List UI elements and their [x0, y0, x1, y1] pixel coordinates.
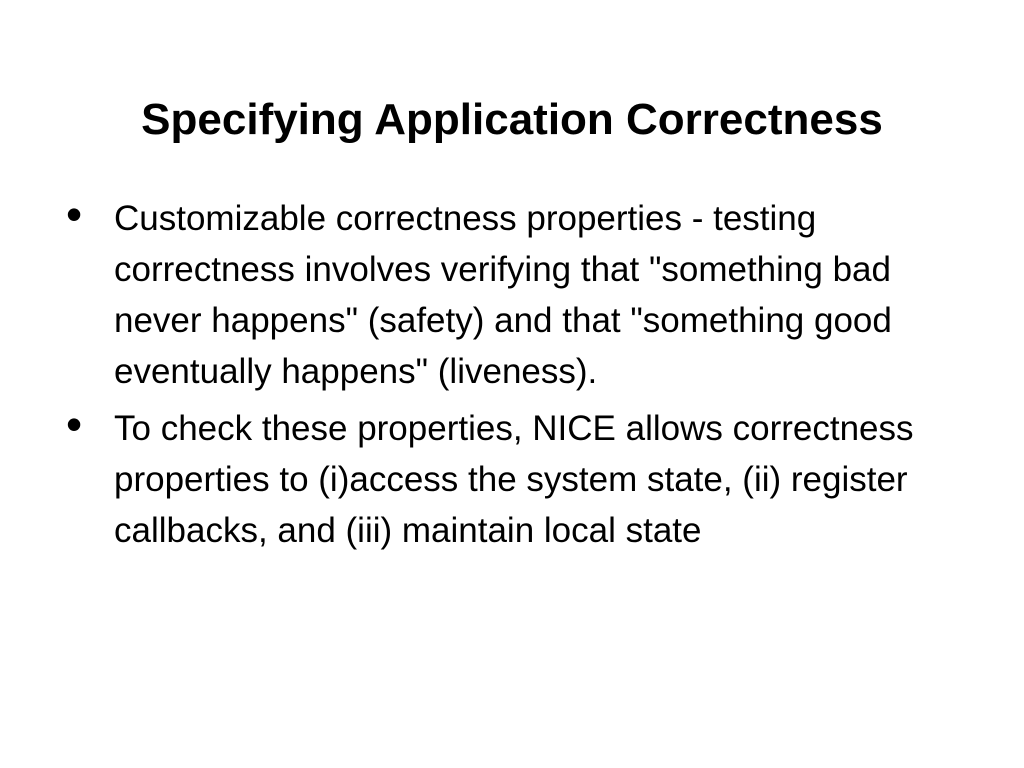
slide-title: Specifying Application Correctness — [141, 95, 883, 144]
bullet-icon: • — [66, 188, 83, 240]
bullet-text: To check these properties, NICE allows correctness properties to (i)access the system state, (ii) register callbacks, and (iii) maintain local state — [114, 409, 914, 550]
bullet-text: Customizable correctness properties - testing correctness involves verifying that "something bad never happens" (safety) and that "something good eventually happens" (liveness). — [114, 199, 892, 391]
bullet-item — [66, 188, 966, 397]
bullet-list — [66, 188, 966, 562]
bullet-icon: • — [66, 398, 83, 450]
bullet-item — [66, 398, 966, 556]
